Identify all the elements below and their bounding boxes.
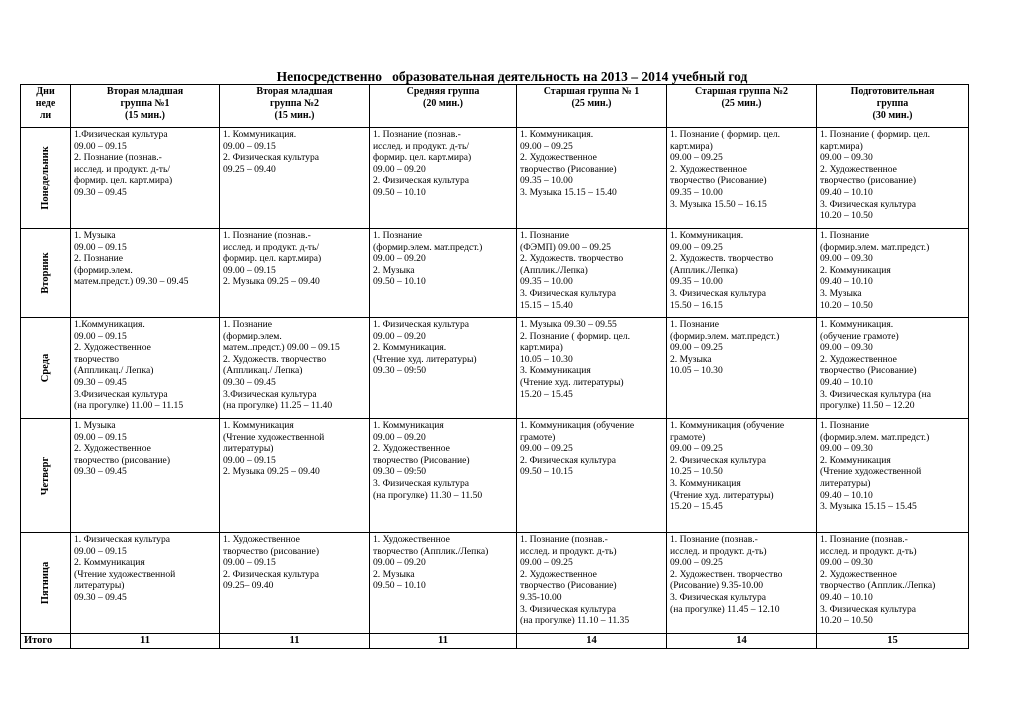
schedule-line: 10.05 – 10.30: [670, 365, 723, 377]
schedule-line: (Апплик./Лепка): [670, 264, 738, 276]
schedule-line: 1. Коммуникация (обучение: [670, 420, 785, 431]
schedule-line: 09.50 – 10.10: [373, 580, 426, 592]
schedule-line: 09.30 – 09:50: [373, 365, 427, 377]
schedule-line: (формир.элем.: [223, 330, 282, 342]
total-value: 14: [517, 634, 667, 649]
schedule-line: 10.25 – 10.50: [670, 466, 723, 478]
header-group-senior-2: Старшая группа №2 (25 мин.): [667, 85, 817, 128]
schedule-line: 2. Физическая культура: [373, 175, 470, 187]
schedule-line: 09.35 – 10.00: [520, 276, 573, 288]
total-value: 11: [370, 634, 517, 649]
schedule-line: 3. Физическая культура: [373, 477, 470, 489]
schedule-line: 2. Художественное: [820, 568, 897, 580]
schedule-line: 09.00 – 09.20: [373, 431, 426, 443]
day-label: Четверг: [39, 456, 51, 495]
schedule-line: (на прогулке) 11.45 – 12.10: [670, 603, 780, 615]
schedule-line: исслед. и продукт. д-ть/: [373, 140, 470, 152]
day-row: [21, 318, 969, 419]
schedule-line: карт.мира): [520, 342, 563, 354]
schedule-line: 09.50 – 10.10: [373, 186, 426, 198]
day-cell: [21, 318, 71, 419]
schedule-line: 2. Художеств. творчество: [520, 253, 624, 265]
schedule-cell-preparatory: [817, 533, 969, 634]
schedule-line: 2. Художественное: [74, 342, 151, 354]
schedule-line: 09.35 – 10.00: [520, 175, 573, 187]
schedule-line: 2. Музыка: [670, 353, 712, 365]
schedule-line: (Аппликац./ Лепка): [74, 365, 154, 377]
total-value: 11: [71, 634, 220, 649]
schedule-line: 1. Познание (познав.-: [820, 534, 908, 545]
schedule-line: формир. цел. карт.мира): [223, 253, 322, 265]
day-row: [21, 128, 969, 229]
schedule-line: 09.00 – 09.30: [820, 342, 873, 354]
schedule-cell-preparatory: [817, 318, 969, 419]
schedule-line: 09.40 – 10.10: [820, 591, 873, 603]
schedule-line: 09.00 – 09.20: [373, 253, 426, 265]
schedule-line: 1. Коммуникация (обучение: [520, 420, 635, 431]
schedule-line: исслед. и продукт. д-ть): [670, 545, 767, 557]
schedule-line: 09.00 – 09.25: [670, 557, 723, 569]
schedule-table: [20, 84, 969, 649]
schedule-line: 09.00 – 09.25: [670, 152, 723, 164]
day-label: Пятница: [39, 561, 51, 605]
schedule-line: 1.Коммуникация.: [74, 319, 145, 330]
schedule-line: 1. Познание (познав.-: [223, 230, 311, 241]
schedule-line: 1. Познание: [820, 420, 870, 431]
schedule-line: 09.00 – 09.15: [74, 241, 127, 253]
day-row: [21, 229, 969, 318]
schedule-line: 09.00 – 09.25: [670, 443, 723, 455]
schedule-line: 2. Музыка: [373, 568, 415, 580]
schedule-line: 2. Музыка 09.25 – 09.40: [223, 466, 320, 478]
schedule-line: творчество (Апплик./Лепка): [820, 580, 936, 592]
schedule-line: 3.Физическая культура: [74, 388, 168, 400]
schedule-line: (формир.элем. мат.предст.): [373, 241, 483, 253]
schedule-line: 09.00 – 09.15: [74, 545, 127, 557]
schedule-line: 1. Коммуникация.: [670, 230, 744, 241]
schedule-line: 09.30 – 09.45: [74, 466, 127, 478]
schedule-cell-senior-2: [667, 533, 817, 634]
schedule-line: 09.00 – 09.30: [820, 152, 873, 164]
schedule-line: 2. Коммуникация: [820, 264, 891, 276]
schedule-cell-junior-2: [220, 533, 370, 634]
schedule-cell-junior-1: [71, 128, 220, 229]
schedule-cell-senior-1: [517, 318, 667, 419]
schedule-line: 09.00 – 09.30: [820, 253, 873, 265]
totals-label: Итого: [21, 634, 71, 649]
schedule-line: 3. Физическая культура: [820, 198, 917, 210]
schedule-line: исслед. и продукт. д-ть/: [74, 163, 171, 175]
schedule-line: 09.00 – 09.20: [373, 557, 426, 569]
schedule-line: 09.00 – 09.20: [373, 330, 426, 342]
schedule-line: 3. Музыка: [820, 287, 862, 299]
schedule-line: 2. Художествен. творчество: [670, 568, 783, 580]
schedule-line: 3. Физическая культура (на: [820, 388, 931, 400]
schedule-line: (обучение грамоте): [820, 330, 899, 342]
header-group-junior-1: Вторая младшая группа №1 (15 мин.): [71, 85, 220, 128]
schedule-line: 09.40 – 10.10: [820, 489, 873, 501]
schedule-cell-middle: [370, 229, 517, 318]
schedule-line: 2. Музыка 09.25 – 09.40: [223, 276, 320, 288]
schedule-line: 10.20 – 10.50: [820, 615, 873, 627]
day-cell: [21, 419, 71, 533]
schedule-line: 1.Физическая культура: [74, 129, 168, 140]
schedule-line: 2. Художественное: [520, 568, 597, 580]
schedule-line: 09.00 – 09.15: [74, 140, 127, 152]
schedule-cell-preparatory: [817, 128, 969, 229]
schedule-line: (формир.элем. мат.предст.): [820, 241, 930, 253]
schedule-cell-senior-2: [667, 318, 817, 419]
schedule-line: 09.00 – 09.15: [74, 330, 127, 342]
schedule-line: 1. Музыка: [74, 420, 116, 431]
schedule-line: карт.мира): [820, 140, 863, 152]
schedule-line: исслед. и продукт. д-ть/: [223, 241, 320, 253]
schedule-line: 2. Коммуникация.: [373, 342, 447, 354]
schedule-line: 15.20 – 15.45: [670, 501, 723, 513]
schedule-cell-junior-2: [220, 419, 370, 533]
schedule-line: 09.30 – 09.45: [74, 591, 127, 603]
schedule-line: 15.15 – 15.40: [520, 299, 573, 311]
schedule-line: 10.05 – 10.30: [520, 353, 573, 365]
schedule-line: 2. Физическая культура: [670, 454, 767, 466]
schedule-line: творчество (рисование): [223, 545, 320, 557]
schedule-cell-middle: [370, 128, 517, 229]
schedule-line: 09.50 – 10.10: [373, 276, 426, 288]
schedule-line: 1. Познание (познав.-: [373, 129, 461, 140]
schedule-line: 10.20 – 10.50: [820, 210, 873, 222]
schedule-line: 09.40 – 10.10: [820, 276, 873, 288]
schedule-line: творчество (Рисование): [820, 365, 917, 377]
schedule-line: творчество (Рисование): [520, 580, 617, 592]
schedule-line: 09.30 – 09:50: [373, 466, 427, 478]
schedule-line: 1. Познание ( формир. цел.: [820, 129, 931, 140]
schedule-line: грамоте): [670, 431, 706, 443]
schedule-cell-junior-1: [71, 533, 220, 634]
schedule-line: 1. Художественное: [373, 534, 450, 545]
schedule-line: (формир.элем.: [74, 264, 133, 276]
schedule-cell-senior-2: [667, 419, 817, 533]
day-label: Вторник: [39, 252, 51, 294]
schedule-line: (на прогулке) 11.10 – 11.35: [520, 615, 630, 627]
schedule-line: 1. Познание: [223, 319, 273, 330]
schedule-line: (Апплик./Лепка): [520, 264, 588, 276]
schedule-line: (Чтение художественной: [223, 431, 325, 443]
schedule-line: 2. Познание (познав.-: [74, 152, 162, 164]
schedule-line: 1. Физическая культура: [373, 319, 470, 330]
schedule-line: 3. Музыка 15.50 – 16.15: [670, 198, 767, 210]
schedule-line: творчество: [74, 353, 120, 365]
schedule-line: 2. Коммуникация: [820, 454, 891, 466]
schedule-line: 09.00 – 09.20: [373, 163, 426, 175]
total-value: 14: [667, 634, 817, 649]
schedule-line: 09.00 – 09.25: [520, 557, 573, 569]
schedule-line: 09.00 – 09.15: [74, 431, 127, 443]
schedule-line: формир. цел. карт.мира): [373, 152, 472, 164]
schedule-line: 3. Коммуникация: [520, 365, 591, 377]
schedule-line: 3.Физическая культура: [223, 388, 317, 400]
schedule-line: 3. Физическая культура: [820, 603, 917, 615]
schedule-line: 3. Музыка 15.15 – 15.45: [820, 501, 917, 513]
schedule-line: творчество (Апплик./Лепка): [373, 545, 489, 557]
schedule-line: исслед. и продукт. д-ть): [820, 545, 917, 557]
schedule-cell-senior-2: [667, 128, 817, 229]
schedule-line: 9.35-10.00: [520, 591, 562, 603]
schedule-cell-preparatory: [817, 229, 969, 318]
schedule-line: формир. цел. карт.мира): [74, 175, 173, 187]
schedule-line: 09.30 – 09.45: [74, 186, 127, 198]
schedule-line: 1. Коммуникация: [373, 420, 444, 431]
schedule-line: 1. Познание: [520, 230, 570, 241]
schedule-line: 2. Художественное: [373, 443, 450, 455]
schedule-cell-senior-1: [517, 128, 667, 229]
day-cell: [21, 229, 71, 318]
schedule-line: 09.35 – 10.00: [670, 186, 723, 198]
totals-row: [21, 634, 969, 649]
schedule-line: 2. Художественное: [820, 353, 897, 365]
schedule-line: 2. Коммуникация: [74, 557, 145, 569]
schedule-line: 15.20 – 15.45: [520, 388, 573, 400]
schedule-cell-junior-1: [71, 419, 220, 533]
schedule-line: 09.00 – 09.25: [670, 342, 723, 354]
schedule-line: 09.00 – 09.30: [820, 557, 873, 569]
schedule-line: литературы): [223, 443, 274, 455]
schedule-line: 1. Коммуникация.: [520, 129, 594, 140]
schedule-line: 09.00 – 09.25: [520, 140, 573, 152]
schedule-line: 09.30 – 09.45: [223, 376, 276, 388]
schedule-line: 1. Музыка 09.30 – 09.55: [520, 319, 617, 330]
schedule-line: 09.30 – 09.45: [74, 376, 127, 388]
schedule-line: 09.25 – 09.40: [223, 163, 276, 175]
schedule-line: (Чтение художественной: [820, 466, 922, 478]
header-group-middle: Средняя группа (20 мин.): [370, 85, 517, 128]
schedule-line: 09.00 – 09.25: [670, 241, 723, 253]
schedule-cell-middle: [370, 533, 517, 634]
schedule-line: 3. Физическая культура: [520, 287, 617, 299]
header-group-junior-2: Вторая младшая группа №2 (15 мин.): [220, 85, 370, 128]
schedule-line: 10.20 – 10.50: [820, 299, 873, 311]
schedule-line: 1. Коммуникация.: [223, 129, 297, 140]
schedule-line: 2. Художеств. творчество: [223, 353, 327, 365]
schedule-line: 3. Физическая культура: [520, 603, 617, 615]
schedule-line: творчество (Рисование): [670, 175, 767, 187]
schedule-line: 3. Музыка 15.15 – 15.40: [520, 186, 617, 198]
schedule-line: 1. Музыка: [74, 230, 116, 241]
schedule-line: 1. Познание (познав.-: [670, 534, 758, 545]
schedule-line: 09.00 – 09.30: [820, 443, 873, 455]
schedule-line: 2. Художественное: [670, 163, 747, 175]
total-value: 15: [817, 634, 969, 649]
schedule-line: 2. Физическая культура: [223, 568, 320, 580]
schedule-line: 1. Физическая культура: [74, 534, 171, 545]
schedule-line: 3. Коммуникация: [670, 477, 741, 489]
schedule-line: 09.50 – 10.15: [520, 466, 573, 478]
schedule-cell-junior-1: [71, 229, 220, 318]
schedule-line: (формир.элем. мат.предст.): [820, 431, 930, 443]
schedule-line: литературы): [820, 477, 871, 489]
schedule-line: карт.мира): [670, 140, 713, 152]
header-row: [21, 85, 969, 128]
schedule-line: (Чтение художественной: [74, 568, 176, 580]
total-value: 11: [220, 634, 370, 649]
page-title: Непосредственно образовательная деятельность на 2013 – 2014 учебный год: [276, 69, 748, 84]
schedule-line: 09.25– 09.40: [223, 580, 274, 592]
schedule-line: 1. Художественное: [223, 534, 300, 545]
schedule-line: (Рисование) 9.35-10.00: [670, 580, 764, 592]
schedule-cell-senior-1: [517, 229, 667, 318]
schedule-line: творчество (рисование): [820, 175, 917, 187]
schedule-line: (Чтение худ. литературы): [520, 376, 624, 388]
schedule-line: 2. Художественное: [520, 152, 597, 164]
schedule-line: 09.40 – 10.10: [820, 376, 873, 388]
schedule-line: 2. Познание ( формир. цел.: [520, 330, 631, 342]
schedule-line: (на прогулке) 11.00 – 11.15: [74, 400, 184, 412]
schedule-line: 2. Художеств. творчество: [670, 253, 774, 265]
header-group-preparatory: Подготовительная группа (30 мин.): [817, 85, 969, 128]
schedule-line: (на прогулке) 11.30 – 11.50: [373, 489, 483, 501]
schedule-line: (ФЭМП) 09.00 – 09.25: [520, 241, 611, 253]
schedule-cell-junior-2: [220, 318, 370, 419]
schedule-line: 1. Познание ( формир. цел.: [670, 129, 781, 140]
schedule-line: 09.00 – 09.15: [223, 264, 276, 276]
schedule-line: 3. Физическая культура: [670, 591, 767, 603]
schedule-line: 09.40 – 10.10: [820, 186, 873, 198]
schedule-line: 2. Художественное: [74, 443, 151, 455]
schedule-line: 2. Физическая культура: [520, 454, 617, 466]
schedule-line: (Аппликац./ Лепка): [223, 365, 303, 377]
schedule-line: 1. Познание (познав.-: [520, 534, 608, 545]
schedule-cell-junior-2: [220, 128, 370, 229]
schedule-cell-junior-1: [71, 318, 220, 419]
schedule-line: 2. Музыка: [373, 264, 415, 276]
schedule-line: 15.50 – 16.15: [670, 299, 723, 311]
schedule-cell-junior-2: [220, 229, 370, 318]
schedule-line: (Чтение худ. литературы): [670, 489, 774, 501]
schedule-line: 3. Физическая культура: [670, 287, 767, 299]
schedule-cell-middle: [370, 419, 517, 533]
schedule-line: 1. Познание: [820, 230, 870, 241]
schedule-line: 2. Художественное: [820, 163, 897, 175]
schedule-cell-middle: [370, 318, 517, 419]
schedule-line: исслед. и продукт. д-ть): [520, 545, 617, 557]
schedule-line: 09.00 – 09.25: [520, 443, 573, 455]
schedule-line: творчество (Рисование): [373, 454, 470, 466]
schedule-cell-senior-2: [667, 229, 817, 318]
schedule-line: 09.00 – 09.15: [223, 454, 276, 466]
schedule-line: грамоте): [520, 431, 556, 443]
schedule-line: 1. Познание: [373, 230, 423, 241]
schedule-line: 2. Физическая культура: [223, 152, 320, 164]
schedule-line: (формир.элем. мат.предст.): [670, 330, 780, 342]
schedule-line: творчество (рисование): [74, 454, 171, 466]
day-label: Понедельник: [39, 146, 51, 210]
day-cell: [21, 533, 71, 634]
schedule-line: 1. Познание: [670, 319, 720, 330]
day-cell: [21, 128, 71, 229]
schedule-line: матем..предст.) 09.00 – 09.15: [223, 342, 340, 354]
schedule-line: творчество (Рисование): [520, 163, 617, 175]
schedule-line: литературы): [74, 580, 125, 592]
day-row: [21, 533, 969, 634]
day-label: Среда: [39, 353, 51, 383]
schedule-line: 2. Познание: [74, 253, 124, 265]
header-group-senior-1: Старшая группа № 1 (25 мин.): [517, 85, 667, 128]
schedule-line: (на прогулке) 11.25 – 11.40: [223, 400, 333, 412]
schedule-line: прогулке) 11.50 – 12.20: [820, 400, 915, 412]
schedule-line: 09.00 – 09.15: [223, 557, 276, 569]
schedule-line: 09.35 – 10.00: [670, 276, 723, 288]
schedule-cell-preparatory: [817, 419, 969, 533]
schedule-line: 09.00 – 09.15: [223, 140, 276, 152]
header-days: Дни неде ли: [21, 85, 71, 128]
schedule-line: (Чтение худ. литературы): [373, 353, 477, 365]
schedule-line: матем.предст.) 09.30 – 09.45: [74, 276, 189, 288]
schedule-line: 1. Коммуникация: [223, 420, 294, 431]
schedule-cell-senior-1: [517, 419, 667, 533]
schedule-line: 1. Коммуникация.: [820, 319, 894, 330]
schedule-cell-senior-1: [517, 533, 667, 634]
day-row: [21, 419, 969, 533]
